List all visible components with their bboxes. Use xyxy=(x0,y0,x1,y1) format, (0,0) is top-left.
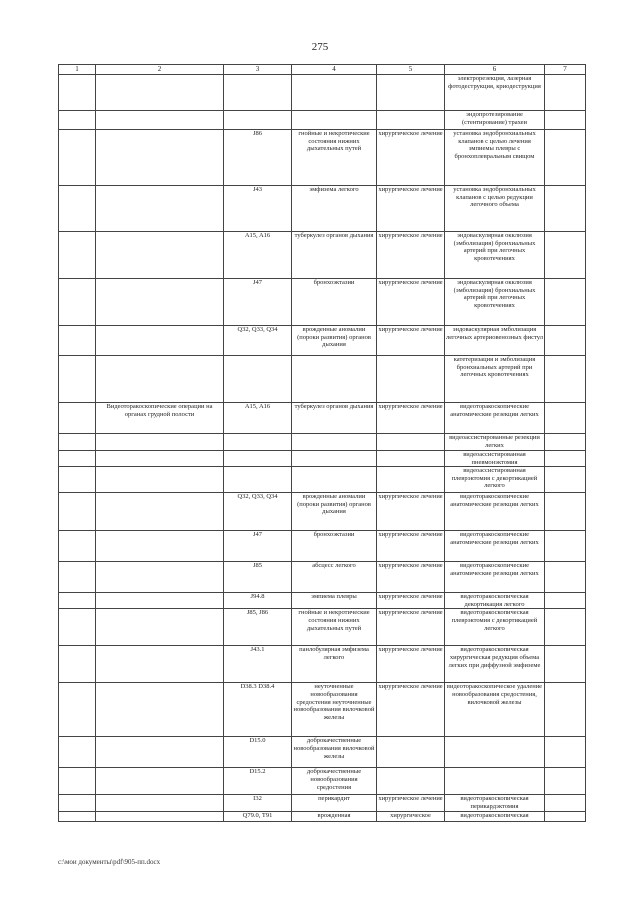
table-cell-col-5 xyxy=(377,737,445,768)
table-cell-col-5 xyxy=(377,768,445,795)
table-cell-col-4: гнойные и некротические состояния нижних дыхательных путей xyxy=(292,130,377,186)
table-cell-col-4: туберкулез органов дыхания xyxy=(292,403,377,434)
table-cell-col-3: J43 xyxy=(224,186,292,232)
table-cell-col-3 xyxy=(224,356,292,403)
table-cell-col-2 xyxy=(96,531,224,562)
table-cell-col-7 xyxy=(545,768,586,795)
table-cell-col-6: видеоассистированная плеврэктомия с декортикацией легкого xyxy=(445,467,545,493)
table-cell-col-7 xyxy=(545,186,586,232)
table-cell-col-4 xyxy=(292,75,377,111)
table-row xyxy=(59,232,586,279)
table-cell-col-3 xyxy=(224,75,292,111)
table-cell-col-1 xyxy=(59,609,96,646)
table-cell-col-7 xyxy=(545,812,586,822)
table-cell-col-4: бронхоэктазии xyxy=(292,279,377,326)
table-row xyxy=(59,186,586,232)
table-cell-col-4: абсцесс легкого xyxy=(292,562,377,593)
table-cell-col-2 xyxy=(96,75,224,111)
table-row xyxy=(59,75,586,111)
table-cell-col-7 xyxy=(545,646,586,683)
table-cell-col-6: видеоторакоскопические анатомические резекции легких xyxy=(445,562,545,593)
table-cell-col-1 xyxy=(59,562,96,593)
table-cell-col-6: видеоторакоскопические анатомические резекции легких xyxy=(445,493,545,531)
table-row xyxy=(59,812,586,822)
table-cell-col-4: гнойные и некротические состояния нижних дыхательных путей xyxy=(292,609,377,646)
table-cell-col-4: эмпиема плевры xyxy=(292,593,377,609)
table-cell-col-4: туберкулез органов дыхания xyxy=(292,232,377,279)
table-cell-col-3 xyxy=(224,467,292,493)
table-cell-col-5: хирургическое лечение xyxy=(377,609,445,646)
table-cell-col-5: хирургическое лечение xyxy=(377,493,445,531)
table-cell-col-2 xyxy=(96,812,224,822)
table-row xyxy=(59,737,586,768)
header-cell-4: 4 xyxy=(292,65,377,75)
table-cell-col-4: эмфизема легкого xyxy=(292,186,377,232)
table-cell-col-7 xyxy=(545,111,586,130)
table-cell-col-6: видеоторакоскопическая хирургическая редукция объема легких при диффузной эмфиземе xyxy=(445,646,545,683)
table-row xyxy=(59,768,586,795)
table-cell-col-5: хирургическое лечение xyxy=(377,232,445,279)
table-cell-col-1 xyxy=(59,186,96,232)
table-cell-col-7 xyxy=(545,467,586,493)
table-cell-col-3: D15.0 xyxy=(224,737,292,768)
table-cell-col-1 xyxy=(59,531,96,562)
header-cell-6: 6 xyxy=(445,65,545,75)
procedures-table xyxy=(58,64,586,822)
header-cell-7: 7 xyxy=(545,65,586,75)
table-cell-col-6: видеоторакоскопическая перикардэктомия xyxy=(445,795,545,812)
header-row xyxy=(59,65,586,75)
table-cell-col-7 xyxy=(545,795,586,812)
table-cell-col-3 xyxy=(224,434,292,451)
table-cell-col-4 xyxy=(292,451,377,467)
table-cell-col-1 xyxy=(59,326,96,356)
table-cell-col-2 xyxy=(96,326,224,356)
table-cell-col-7 xyxy=(545,609,586,646)
table-row xyxy=(59,326,586,356)
header-cell-5: 5 xyxy=(377,65,445,75)
table-cell-col-1 xyxy=(59,356,96,403)
table-cell-col-3: A15, A16 xyxy=(224,232,292,279)
table-cell-col-2 xyxy=(96,232,224,279)
table-cell-col-7 xyxy=(545,232,586,279)
table-cell-col-2: Видеоторакоскопические операции на органах грудной полости xyxy=(96,403,224,434)
table-cell-col-7 xyxy=(545,356,586,403)
table-row xyxy=(59,609,586,646)
table-row xyxy=(59,356,586,403)
table-cell-col-1 xyxy=(59,683,96,737)
table-cell-col-2 xyxy=(96,279,224,326)
header-cell-2: 2 xyxy=(96,65,224,75)
table-cell-col-3: D15.2 xyxy=(224,768,292,795)
table-cell-col-4: перикардит xyxy=(292,795,377,812)
table-cell-col-3: J47 xyxy=(224,531,292,562)
header-cell-1: 1 xyxy=(59,65,96,75)
table-cell-col-1 xyxy=(59,467,96,493)
table-cell-col-6: видеоторакоскопическая плеврэктомия с декортикацией легкого xyxy=(445,609,545,646)
table-cell-col-3: I32 xyxy=(224,795,292,812)
table-cell-col-2 xyxy=(96,130,224,186)
table-cell-col-5 xyxy=(377,111,445,130)
table-cell-col-7 xyxy=(545,531,586,562)
table-cell-col-4: неуточненные новообразования средостения неуточненные новообразования вилочковой железы xyxy=(292,683,377,737)
table-row xyxy=(59,593,586,609)
table-cell-col-3: J85 xyxy=(224,562,292,593)
table-cell-col-2 xyxy=(96,493,224,531)
table-cell-col-2 xyxy=(96,111,224,130)
table-cell-col-1 xyxy=(59,434,96,451)
table-cell-col-1 xyxy=(59,130,96,186)
page-number: 275 xyxy=(311,41,329,53)
table-cell-col-4 xyxy=(292,467,377,493)
table-body xyxy=(59,65,586,822)
table-cell-col-6 xyxy=(445,737,545,768)
table-cell-col-4: бронхоэктазии xyxy=(292,531,377,562)
table-cell-col-3: Q32, Q33, Q34 xyxy=(224,493,292,531)
table-cell-col-4: врожденная xyxy=(292,812,377,822)
table-cell-col-5: хирургическое лечение xyxy=(377,593,445,609)
table-cell-col-2 xyxy=(96,434,224,451)
table-row xyxy=(59,434,586,451)
table-cell-col-7 xyxy=(545,683,586,737)
table-cell-col-5 xyxy=(377,356,445,403)
table-cell-col-3: J43.1 xyxy=(224,646,292,683)
table-cell-col-6: эндопротезирование (стентирование) трахеи xyxy=(445,111,545,130)
table-cell-col-5: хирургическое лечение xyxy=(377,186,445,232)
table-cell-col-5: хирургическое лечение xyxy=(377,795,445,812)
table-cell-col-6: видеоторакоскопические анатомические резекции легких xyxy=(445,531,545,562)
table-cell-col-7 xyxy=(545,562,586,593)
header-cell-3: 3 xyxy=(224,65,292,75)
table-cell-col-1 xyxy=(59,75,96,111)
table-cell-col-7 xyxy=(545,279,586,326)
table-cell-col-5: хирургическое лечение xyxy=(377,130,445,186)
table-cell-col-2 xyxy=(96,737,224,768)
table-row xyxy=(59,493,586,531)
table-cell-col-2 xyxy=(96,795,224,812)
table-cell-col-6: видеоторакоскопическая декортикация легкого xyxy=(445,593,545,609)
table-cell-col-5: хирургическое лечение xyxy=(377,279,445,326)
table-cell-col-4: панлобулярная эмфизема легкого xyxy=(292,646,377,683)
table-cell-col-5 xyxy=(377,467,445,493)
table-cell-col-6: видеоторакоскопические анатомические резекции легких xyxy=(445,403,545,434)
table-row xyxy=(59,795,586,812)
table-cell-col-1 xyxy=(59,812,96,822)
table-cell-col-4: доброкачественные новообразования средостения xyxy=(292,768,377,795)
table-cell-col-5 xyxy=(377,434,445,451)
table-row xyxy=(59,451,586,467)
table-cell-col-1 xyxy=(59,451,96,467)
table-cell-col-3: A15, A16 xyxy=(224,403,292,434)
table-cell-col-2 xyxy=(96,186,224,232)
table-cell-col-3: J47 xyxy=(224,279,292,326)
table-cell-col-2 xyxy=(96,768,224,795)
table-cell-col-6: электрорезекция, лазерная фотодеструкция, криодеструкция xyxy=(445,75,545,111)
table-cell-col-5: хирургическое лечение xyxy=(377,326,445,356)
table-cell-col-6: эндоваскулярная окклюзия (эмболизация) бронхиальных артерий при легочных кровотечениях xyxy=(445,232,545,279)
table-cell-col-4 xyxy=(292,111,377,130)
table-row xyxy=(59,403,586,434)
table-cell-col-3 xyxy=(224,451,292,467)
table-cell-col-5: хирургическое лечение xyxy=(377,683,445,737)
table-cell-col-1 xyxy=(59,111,96,130)
table-row xyxy=(59,531,586,562)
table-cell-col-7 xyxy=(545,434,586,451)
table-cell-col-1 xyxy=(59,795,96,812)
table-cell-col-4: врожденные аномалии (пороки развития) органов дыхания xyxy=(292,493,377,531)
table-cell-col-1 xyxy=(59,279,96,326)
table-cell-col-1 xyxy=(59,737,96,768)
table-cell-col-2 xyxy=(96,356,224,403)
table-cell-col-2 xyxy=(96,562,224,593)
table-cell-col-6: видеоторакоскопическое удаление новообразования средостения, вилочковой железы xyxy=(445,683,545,737)
table-cell-col-6: видеоторакоскопическая xyxy=(445,812,545,822)
table-row xyxy=(59,683,586,737)
table-cell-col-3: D38.3 D38.4 xyxy=(224,683,292,737)
table-cell-col-1 xyxy=(59,493,96,531)
table-row xyxy=(59,111,586,130)
table-cell-col-7 xyxy=(545,75,586,111)
table-cell-col-1 xyxy=(59,593,96,609)
table-row xyxy=(59,279,586,326)
table-cell-col-2 xyxy=(96,609,224,646)
table-cell-col-5 xyxy=(377,75,445,111)
table-cell-col-6: катетеризация и эмболизация бронхиальных артерий при легочных кровотечениях xyxy=(445,356,545,403)
table-cell-col-7 xyxy=(545,493,586,531)
table-cell-col-4 xyxy=(292,356,377,403)
table-cell-col-6: установка эндобронхиальных клапанов с целью редукции легочного объема xyxy=(445,186,545,232)
table-cell-col-6: эндоваскулярная эмболизация легочных артериовенозных фистул xyxy=(445,326,545,356)
table-cell-col-5: хирургическое лечение xyxy=(377,403,445,434)
table-row xyxy=(59,130,586,186)
table-cell-col-7 xyxy=(545,403,586,434)
table-cell-col-5: хирургическое лечение xyxy=(377,562,445,593)
table-cell-col-5: хирургическое xyxy=(377,812,445,822)
table-row xyxy=(59,562,586,593)
table-cell-col-3: J85, J86 xyxy=(224,609,292,646)
table-cell-col-4: врожденные аномалии (пороки развития) органов дыхания xyxy=(292,326,377,356)
table-cell-col-1 xyxy=(59,232,96,279)
table-cell-col-6: эндоваскулярная окклюзия (эмболизация) бронхиальных артерий при легочных кровотечениях xyxy=(445,279,545,326)
table-cell-col-3 xyxy=(224,111,292,130)
table-cell-col-7 xyxy=(545,326,586,356)
table-cell-col-1 xyxy=(59,768,96,795)
table-cell-col-6: установка эндобронхиальных клапанов с целью лечения эмпиемы плевры с бронхоплевральным свищом xyxy=(445,130,545,186)
table-cell-col-5 xyxy=(377,451,445,467)
table-cell-col-3: J94.8 xyxy=(224,593,292,609)
table-cell-col-7 xyxy=(545,130,586,186)
table-cell-col-4 xyxy=(292,434,377,451)
table-cell-col-5: хирургическое лечение xyxy=(377,646,445,683)
table-cell-col-5: хирургическое лечение xyxy=(377,531,445,562)
table-cell-col-7 xyxy=(545,593,586,609)
table-cell-col-1 xyxy=(59,403,96,434)
table-row xyxy=(59,646,586,683)
table-cell-col-1 xyxy=(59,646,96,683)
table-row xyxy=(59,467,586,493)
table-cell-col-7 xyxy=(545,737,586,768)
table-cell-col-2 xyxy=(96,467,224,493)
table-cell-col-4: доброкачественные новообразования вилочковой железы xyxy=(292,737,377,768)
table-cell-col-6: видеоассистированная пневмонэктомия xyxy=(445,451,545,467)
table-cell-col-2 xyxy=(96,451,224,467)
table-cell-col-2 xyxy=(96,683,224,737)
table-cell-col-6: видеоассистированные резекции легких xyxy=(445,434,545,451)
table-cell-col-7 xyxy=(545,451,586,467)
table-cell-col-3: Q32, Q33, Q34 xyxy=(224,326,292,356)
table-cell-col-6 xyxy=(445,768,545,795)
table-cell-col-2 xyxy=(96,646,224,683)
footer-path: c:\мои документы\pdf\905-пп.docx xyxy=(58,858,161,866)
table-cell-col-2 xyxy=(96,593,224,609)
table-cell-col-3: Q79.0, T91 xyxy=(224,812,292,822)
table-cell-col-3: J86 xyxy=(224,130,292,186)
